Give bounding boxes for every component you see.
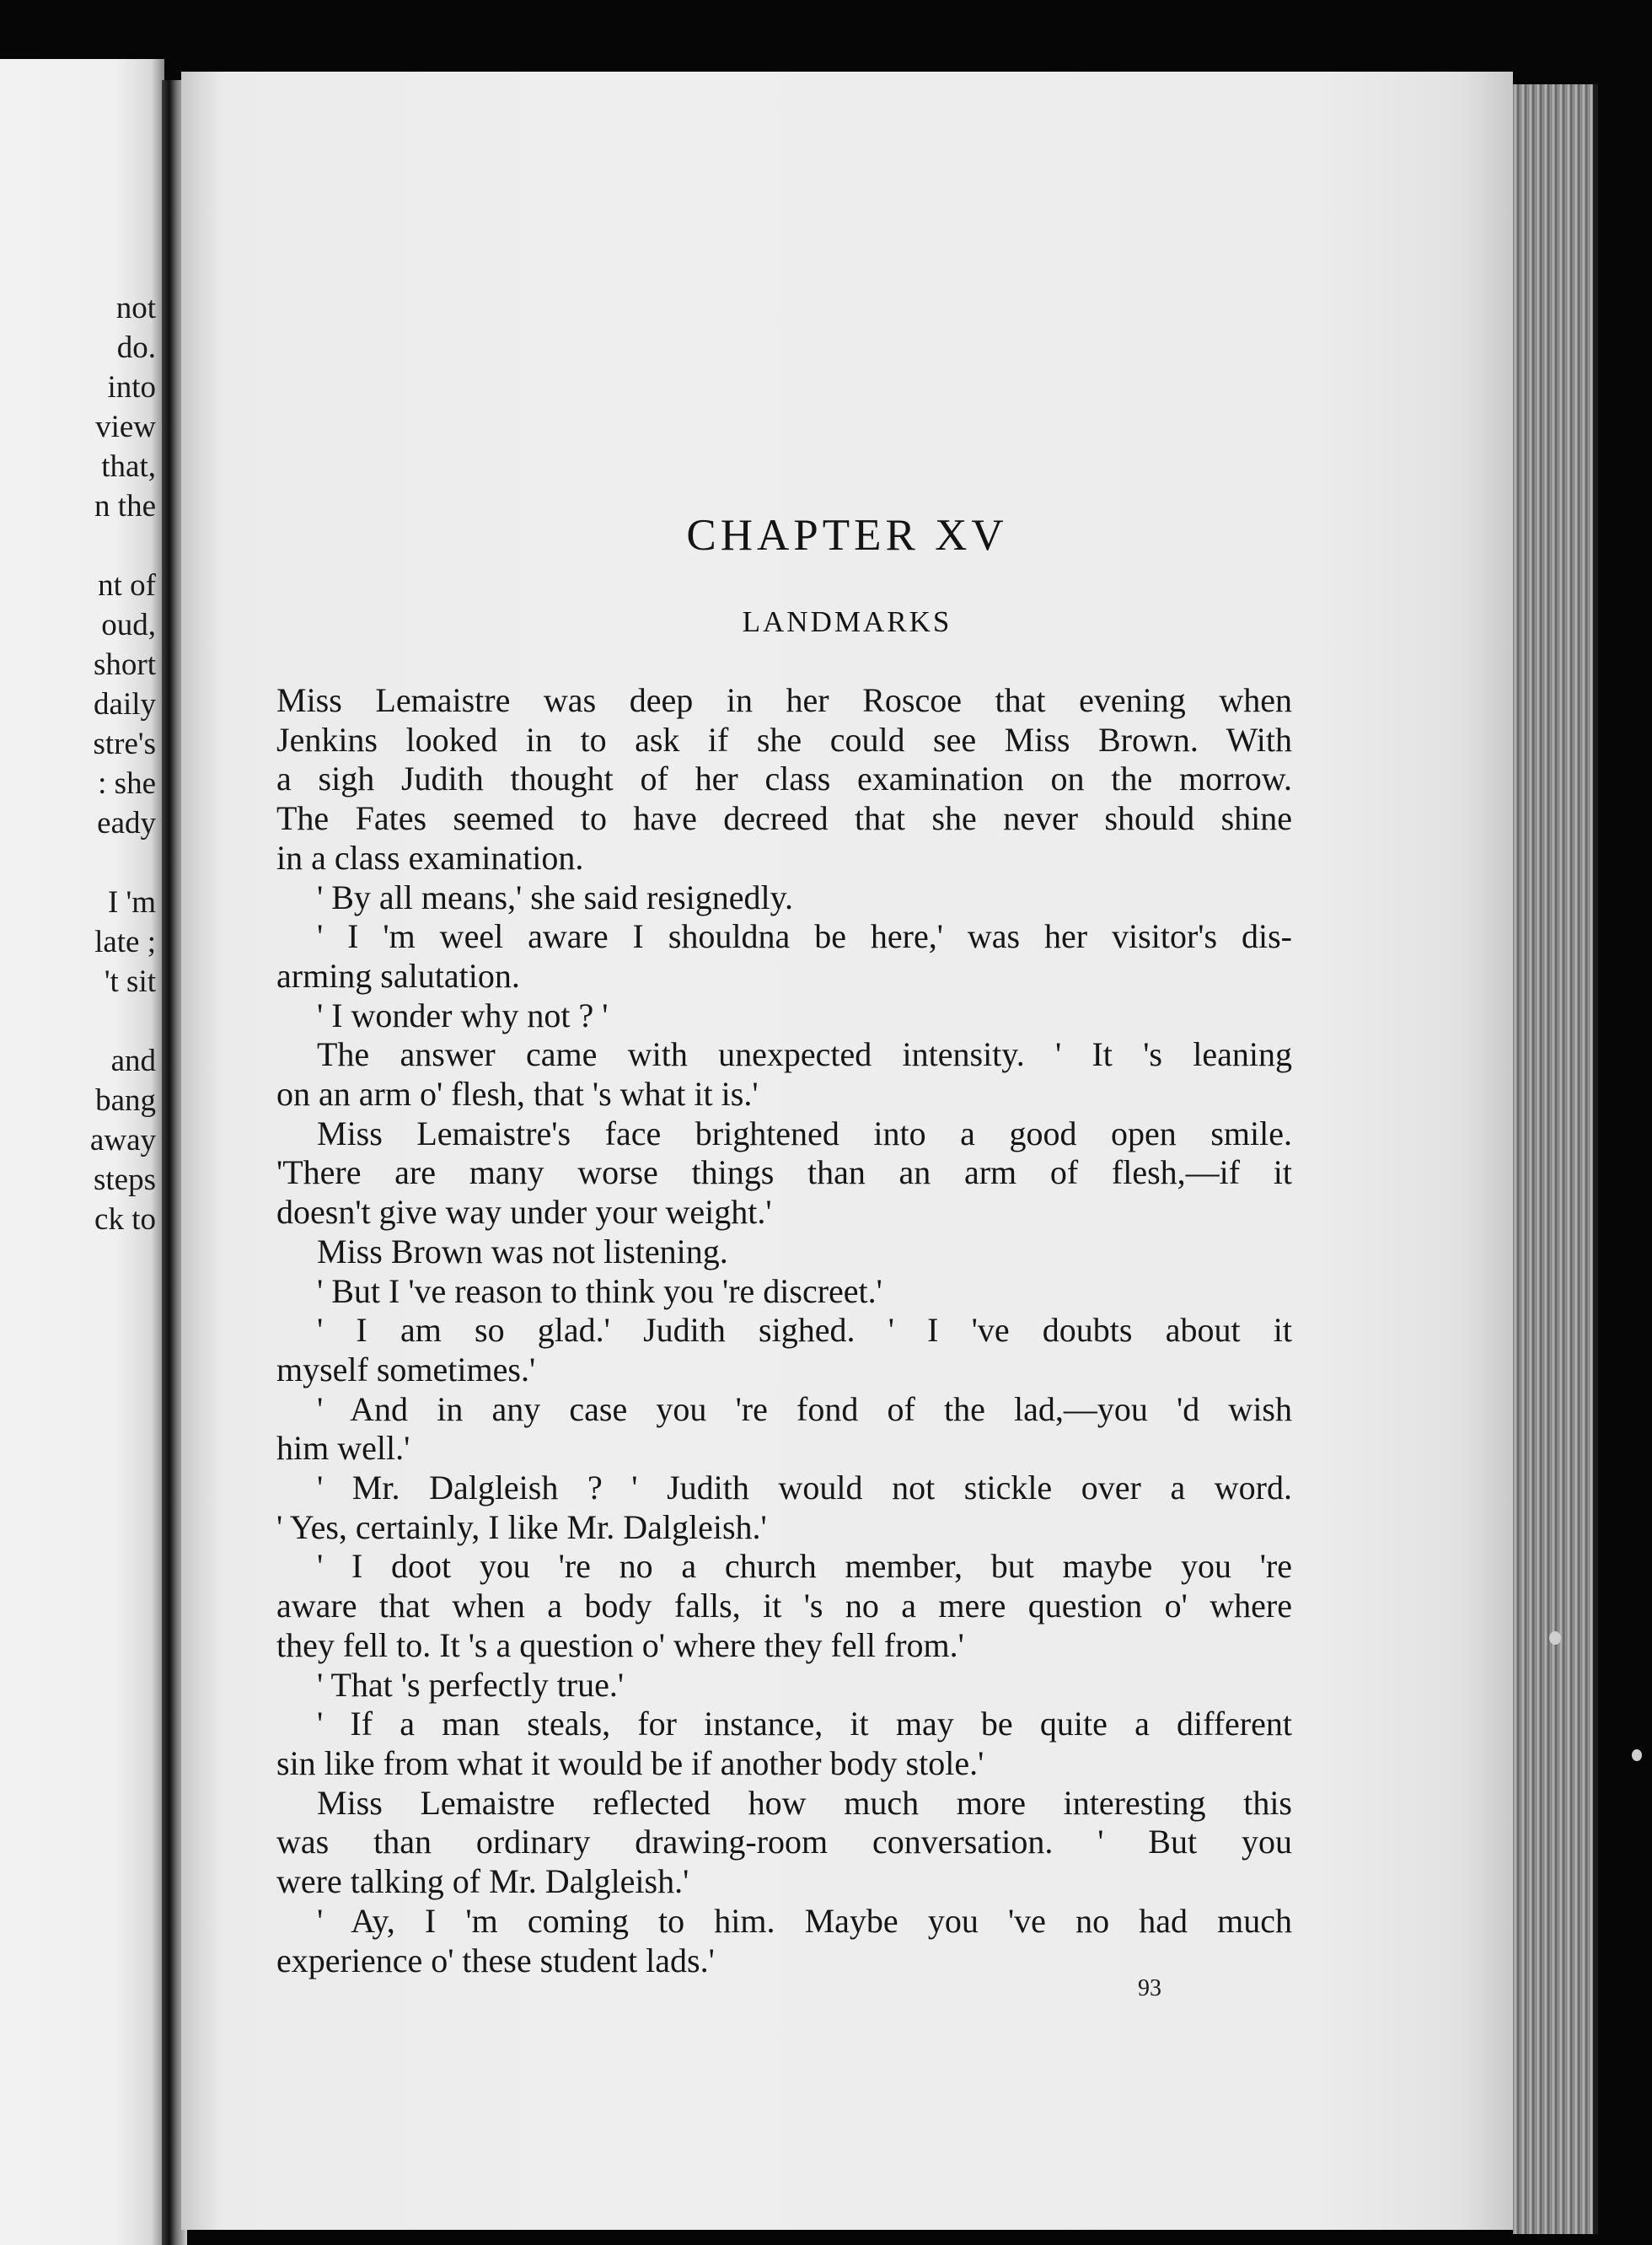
previous-page-line: eady [97,806,156,841]
text-line: they fell to. It 's a question o' where they fell from.' [276,1625,964,1664]
scan-speck [1549,1631,1561,1645]
chapter-body [276,681,1292,1980]
previous-page-line: view [95,410,156,444]
text-line: ' That 's perfectly true.' [317,1665,625,1704]
text-line: ' Yes, certainly, I like Mr. Dalgleish.' [276,1507,767,1546]
text-line: ' I am so glad.' Judith sighed. ' I 've doubts about it [317,1311,1292,1350]
previous-page-line: away [89,1123,156,1157]
text-line: The Fates seemed to have decreed that she never should shine [276,799,1292,838]
previous-page-line: daily [94,687,156,722]
text-line: ' But I 've reason to think you 're discreet.' [317,1271,882,1310]
previous-page-line: stre's [93,727,156,761]
text-line: ' Ay, I 'm coming to him. Maybe you 've no had much [317,1901,1292,1940]
page-number: 93 [1138,1975,1161,2001]
previous-page-line: late ; [94,925,156,959]
text-line: 'There are many worse things than an arm of flesh,—if it [276,1153,1292,1192]
text-line: aware that when a body falls, it 's no a mere question o' where [276,1587,1292,1625]
previous-page-line: into [107,370,156,405]
previous-page-line: that, [101,449,156,484]
text-line: ' I 'm weel aware I shouldna be here,' was her visitor's dis- [317,917,1292,956]
text-line: myself sometimes.' [276,1350,536,1388]
text-line: sin like from what it would be if another body stole.' [276,1743,984,1782]
text-line: doesn't give way under your weight.' [276,1193,772,1232]
previous-page-line: do. [116,330,156,365]
previous-page-line: I 'm [107,885,156,920]
text-line: were talking of Mr. Dalgleish.' [276,1862,689,1901]
previous-page-line: n the [94,489,156,524]
text-line: a sigh Judith thought of her class examination on the morrow. [276,760,1292,798]
previous-page-line: nt of [98,568,156,603]
text-line: Miss Lemaistre was deep in her Roscoe that evening when [276,681,1292,719]
previous-page-line: 't sit [104,964,156,999]
text-line: The answer came with unexpected intensity. ' It 's leaning [317,1035,1292,1074]
text-line: ' I doot you 're no a church member, but maybe you 're [317,1547,1292,1586]
page-edges [1513,84,1598,2234]
chapter-title: CHAPTER XV [686,511,1008,560]
previous-page-line: not [115,291,156,325]
text-line: Miss Brown was not listening. [317,1232,728,1270]
line-gap [0,1002,156,1041]
text-line: ' I wonder why not ? ' [317,996,609,1034]
text-line: ' If a man steals, for instance, it may be quite a different [317,1705,1292,1743]
text-line: Miss Lemaistre reflected how much more interesting this [317,1783,1292,1822]
text-line: in a class examination. [276,838,584,877]
text-line: ' Mr. Dalgleish ? ' Judith would not stickle over a word. [317,1469,1292,1507]
text-line: arming salutation. [276,956,520,995]
text-line: Miss Lemaistre's face brightened into a good open smile. [317,1114,1292,1152]
text-line: on an arm o' flesh, that 's what it is.' [276,1075,759,1114]
text-line: Jenkins looked in to ask if she could see Miss Brown. With [276,720,1292,759]
previous-page-line: steps [94,1163,156,1197]
scan-speck [1632,1749,1642,1761]
previous-page-line: : she [98,766,156,801]
text-line: him well.' [276,1429,410,1468]
previous-page-line: bang [95,1083,156,1118]
text-line: ' By all means,' she said resignedly. [317,878,794,916]
previous-page-text [0,288,156,1239]
previous-page [0,59,164,2245]
line-gap [0,843,156,883]
line-gap [0,526,156,566]
previous-page-line: ck to [94,1202,156,1237]
previous-page-line: and [110,1044,156,1078]
text-line: ' And in any case you 're fond of the lad,—you 'd wish [317,1389,1292,1428]
previous-page-line: oud, [101,608,156,642]
text-line: was than ordinary drawing-room conversation. ' But you [276,1823,1292,1861]
text-line: experience o' these student lads.' [276,1941,715,1979]
chapter-subtitle: LANDMARKS [742,605,952,638]
previous-page-line: short [94,647,156,682]
